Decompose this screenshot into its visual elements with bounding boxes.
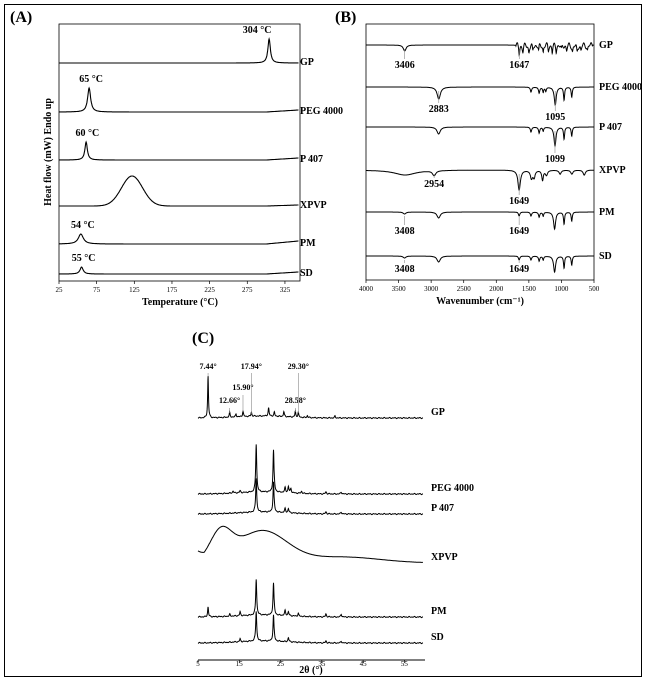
dsc-curve-peg-4000 bbox=[59, 88, 299, 112]
xrd-x-tick-label-35: 35 bbox=[318, 660, 326, 668]
dsc-x-axis-title: Temperature (°C) bbox=[142, 297, 218, 308]
ftir-x-tick-label-1000: 1000 bbox=[554, 285, 569, 293]
xrd-series-label-peg-4000: PEG 4000 bbox=[431, 483, 475, 494]
xrd-peak-label-15-90: 15.90° bbox=[232, 383, 254, 392]
ftir-x-tick-label-4000: 4000 bbox=[359, 285, 373, 293]
ftir-series-label-p-407: P 407 bbox=[599, 122, 623, 133]
xrd-pattern-p-407 bbox=[198, 478, 423, 514]
dsc-peak-label-p-407: 60 °C bbox=[75, 128, 100, 139]
ftir-series-label-peg-4000: PEG 4000 bbox=[599, 82, 643, 93]
dsc-series-label-xpvp: XPVP bbox=[300, 200, 327, 211]
dsc-x-tick-label-175: 175 bbox=[166, 286, 178, 294]
ftir-band-label-peg-4000-2883: 2883 bbox=[428, 104, 449, 115]
panel-b-label: (B) bbox=[335, 9, 357, 26]
dsc-series-label-pm: PM bbox=[300, 238, 316, 249]
ftir-series-label-pm: PM bbox=[599, 207, 615, 218]
ftir-band-label-gp-3406: 3406 bbox=[394, 60, 415, 71]
dsc-series-label-sd: SD bbox=[300, 268, 313, 279]
xrd-peak-label-29-30: 29.30° bbox=[287, 362, 309, 371]
dsc-x-tick-label-225: 225 bbox=[204, 286, 215, 294]
ftir-band-label-gp-1647: 1647 bbox=[509, 60, 530, 71]
xrd-pattern-xpvp bbox=[198, 526, 423, 562]
dsc-x-tick-label-125: 125 bbox=[129, 286, 140, 294]
xrd-series-label-p-407: P 407 bbox=[431, 503, 455, 514]
xrd-x-tick-label-15: 15 bbox=[235, 660, 243, 668]
dsc-curve-xpvp bbox=[59, 176, 299, 206]
dsc-peak-label-pm: 54 °C bbox=[70, 220, 95, 231]
dsc-x-tick-label-275: 275 bbox=[242, 286, 253, 294]
xrd-peak-label-28-58: 28.58° bbox=[284, 396, 306, 405]
panel-a-label: (A) bbox=[10, 9, 33, 26]
dsc-y-axis-title: Heat flow (mW) Endo up bbox=[43, 98, 54, 206]
xrd-x-axis-title: 2θ (°) bbox=[299, 665, 323, 676]
xrd-chart bbox=[196, 362, 474, 676]
ftir-band-label-peg-4000-1095: 1095 bbox=[545, 112, 566, 123]
ftir-band-label-xpvp-2954: 2954 bbox=[424, 179, 445, 190]
ftir-series-label-sd: SD bbox=[599, 251, 612, 262]
xrd-series-label-xpvp: XPVP bbox=[431, 552, 458, 563]
ftir-band-label-p-407-1099: 1099 bbox=[544, 154, 565, 165]
ftir-x-tick-label-3500: 3500 bbox=[391, 285, 406, 293]
ftir-x-tick-label-2000: 2000 bbox=[489, 285, 504, 293]
xrd-x-tick-label-5: 5 bbox=[196, 660, 200, 668]
dsc-series-label-gp: GP bbox=[300, 57, 314, 68]
ftir-spectrum-gp bbox=[366, 43, 594, 56]
dsc-peak-label-gp: 304 °C bbox=[242, 25, 272, 36]
dsc-peak-label-sd: 55 °C bbox=[71, 253, 96, 264]
xrd-series-label-gp: GP bbox=[431, 407, 445, 418]
dsc-curve-p-407 bbox=[59, 142, 299, 160]
xrd-pattern-pm bbox=[198, 579, 423, 617]
ftir-band-label-xpvp-1649: 1649 bbox=[509, 196, 530, 207]
dsc-x-tick-label-75: 75 bbox=[93, 286, 101, 294]
ftir-x-tick-label-1500: 1500 bbox=[521, 285, 536, 293]
xrd-x-tick-label-55: 55 bbox=[400, 660, 408, 668]
xrd-peak-label-17-94: 17.94° bbox=[240, 362, 263, 371]
xrd-pattern-peg-4000 bbox=[198, 444, 423, 494]
ftir-band-label-sd-3408: 3408 bbox=[394, 264, 415, 275]
ftir-chart bbox=[359, 24, 642, 307]
ftir-series-label-gp: GP bbox=[599, 40, 613, 51]
dsc-peak-label-peg-4000: 65 °C bbox=[79, 74, 103, 85]
ftir-x-axis-title: Wavenumber (cm⁻¹) bbox=[436, 296, 524, 307]
dsc-series-label-p-407: P 407 bbox=[300, 154, 324, 165]
ftir-series-label-xpvp: XPVP bbox=[599, 165, 626, 176]
xrd-peak-label-7-44: 7.44° bbox=[199, 362, 217, 371]
dsc-curve-pm bbox=[59, 234, 299, 244]
ftir-spectrum-xpvp bbox=[366, 170, 594, 190]
xrd-series-label-sd: SD bbox=[431, 632, 444, 643]
ftir-spectrum-p-407 bbox=[366, 127, 594, 146]
dsc-chart bbox=[43, 24, 343, 308]
xrd-series-label-pm: PM bbox=[431, 606, 447, 617]
ftir-band-label-sd-1649: 1649 bbox=[509, 264, 530, 275]
ftir-band-label-pm-3408: 3408 bbox=[394, 226, 415, 237]
ftir-band-label-pm-1649: 1649 bbox=[509, 226, 530, 237]
dsc-x-tick-label-25: 25 bbox=[55, 286, 63, 294]
ftir-x-tick-label-2500: 2500 bbox=[456, 285, 471, 293]
xrd-peak-label-12-66: 12.66° bbox=[219, 396, 241, 405]
ftir-spectrum-peg-4000 bbox=[366, 87, 594, 105]
dsc-curve-sd bbox=[59, 267, 299, 274]
xrd-x-tick-label-45: 45 bbox=[359, 660, 367, 668]
ftir-x-tick-label-3000: 3000 bbox=[424, 285, 439, 293]
ftir-x-tick-label-500: 500 bbox=[588, 285, 600, 293]
panel-c-label: (C) bbox=[192, 330, 215, 347]
xrd-x-tick-label-25: 25 bbox=[277, 660, 285, 668]
dsc-curve-gp bbox=[59, 39, 299, 63]
dsc-series-label-peg-4000: PEG 4000 bbox=[300, 106, 344, 117]
dsc-x-tick-label-325: 325 bbox=[279, 286, 291, 294]
